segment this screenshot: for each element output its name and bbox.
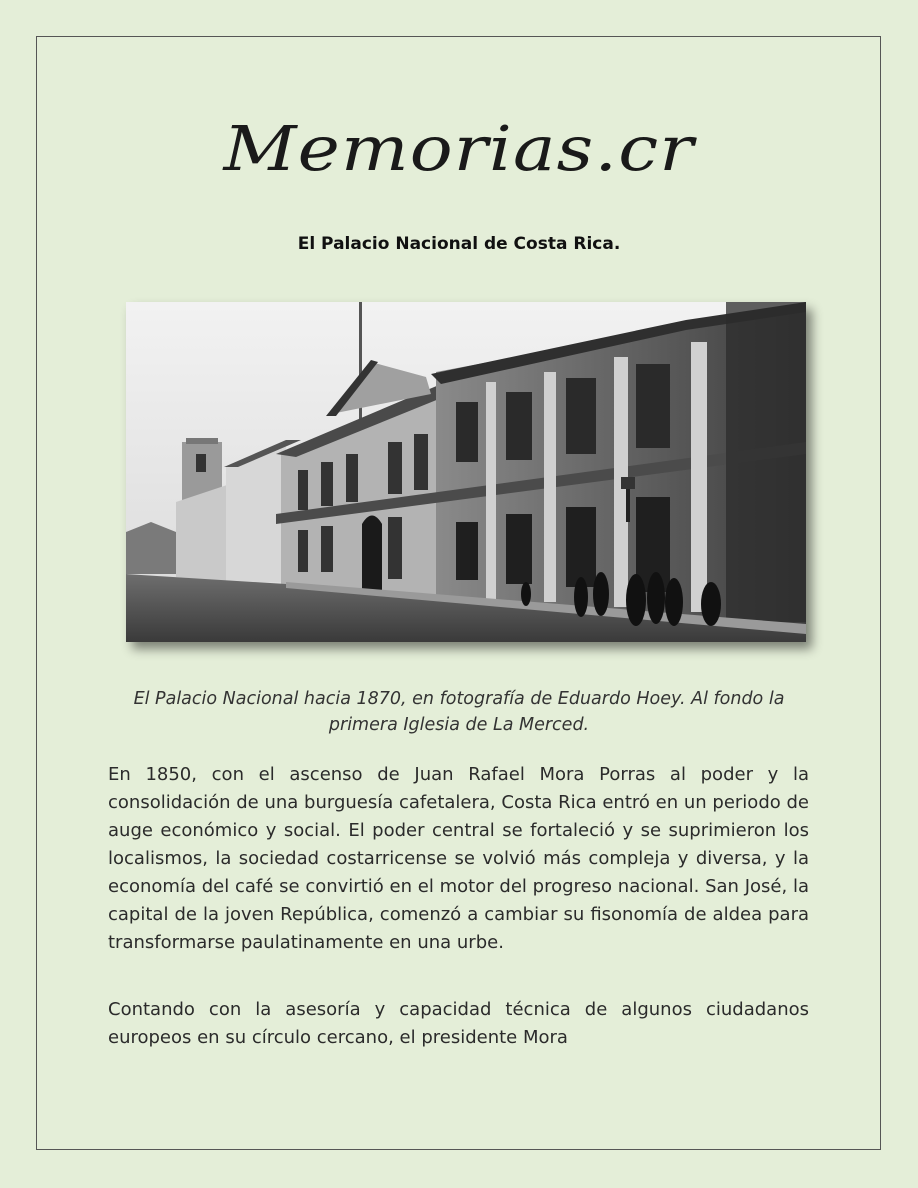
article-title: El Palacio Nacional de Costa Rica. [297, 234, 621, 254]
site-logo: Memorias.cr [223, 112, 695, 185]
body-paragraph: Contando con la asesoría y capacidad técnica de algunos ciudadanos europeos en su círculo cercano, el presidente Mora [108, 999, 809, 1048]
photo-caption: El Palacio Nacional hacia 1870, en fotografía de Eduardo Hoey. Al fondo la primera Iglesia de La Merced. [133, 689, 785, 735]
body-paragraph: En 1850, con el ascenso de Juan Rafael Mora Porras al poder y la consolidación de una burguesía cafetalera, Costa Rica entró en un periodo de auge económico y social. El poder central se fortaleció y se suprimieron los localismos, la sociedad costarricense se volvió más compleja y diversa, y la economía del café se convirtió en el motor del progreso nacional. San José, la capital de la joven República, comenzó a cambiar su fisonomía de aldea para transformarse paulatinamente en una urbe. [108, 764, 809, 953]
historic-photo [126, 302, 806, 642]
